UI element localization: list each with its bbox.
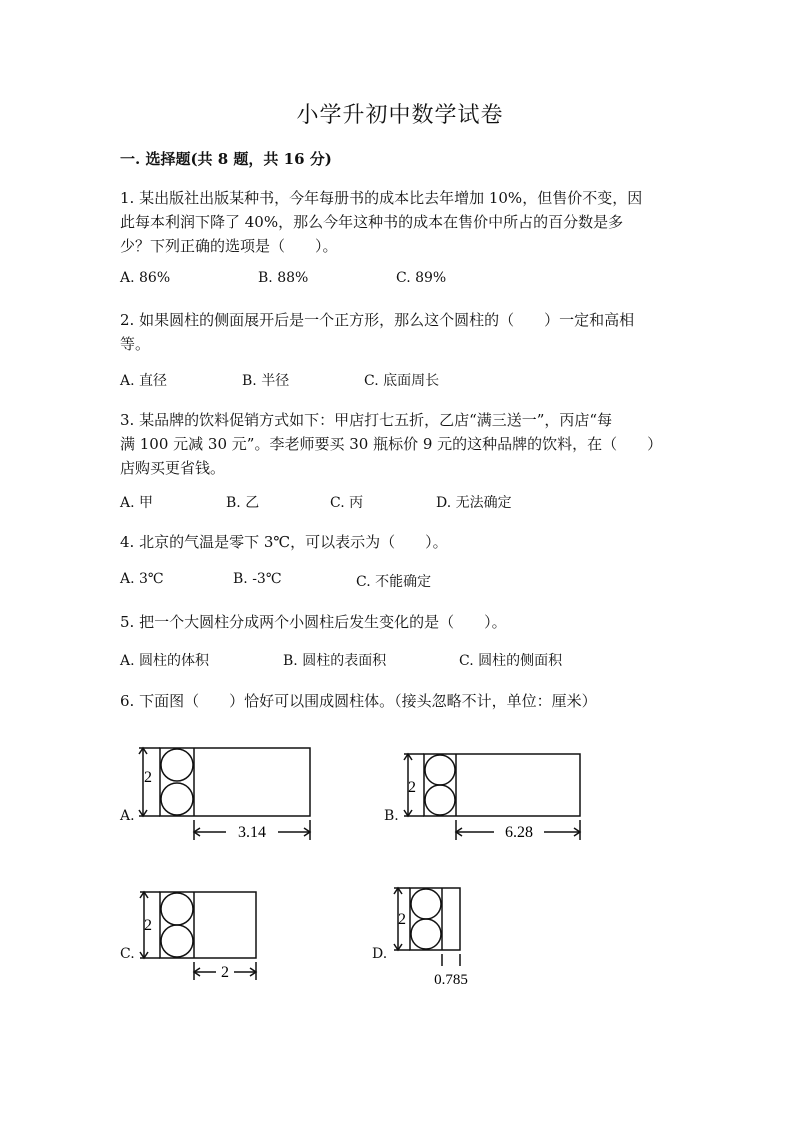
figure-b-label[interactable]: B.: [384, 808, 399, 824]
q5-option-c[interactable]: C. 圆柱的侧面积: [459, 653, 563, 669]
question-1-line-2: 此每本利润下降了 40%，那么今年这种书的成本在售价中所占的百分数是多: [120, 213, 624, 231]
figure-d-label[interactable]: D.: [372, 946, 388, 962]
question-1: [120, 186, 680, 258]
q2-option-b[interactable]: B. 半径: [242, 373, 290, 389]
figure-d-height: 2: [398, 911, 406, 928]
q1-option-c[interactable]: C. 89%: [396, 270, 447, 286]
question-4-line-1: 4. 北京的气温是零下 3℃，可以表示为（ ）。: [120, 533, 448, 551]
q3-option-d[interactable]: D. 无法确定: [436, 495, 512, 511]
figure-b-diagram: [400, 748, 590, 848]
q4-option-c[interactable]: C. 不能确定: [356, 574, 432, 590]
q3-option-a[interactable]: A. 甲: [120, 495, 154, 511]
figure-c-height: 2: [144, 917, 152, 934]
question-1-line-3: 少？下列正确的选项是（ ）。: [120, 237, 338, 255]
question-3-line-1: 3. 某品牌的饮料促销方式如下：甲店打七五折，乙店“满三送一”，丙店“每: [120, 411, 613, 429]
q5-option-a[interactable]: A. 圆柱的体积: [120, 653, 210, 669]
q3-option-b[interactable]: B. 乙: [226, 495, 260, 511]
question-3-line-2: 满 100 元减 30 元”。李老师要买 30 瓶标价 9 元的这种品牌的饮料，在（ ）: [120, 435, 663, 453]
section-heading: 一. 选择题(共 8 题，共 16 分): [120, 150, 332, 168]
figure-a-diagram: [134, 744, 334, 852]
question-6: [120, 689, 680, 713]
q4-option-a[interactable]: A. 3℃: [120, 571, 164, 587]
figure-a-width: 3.14: [238, 824, 266, 841]
q1-option-b[interactable]: B. 88%: [258, 270, 309, 286]
question-6-line-1: 6. 下面图（ ）恰好可以围成圆柱体。（接头忽略不计，单位：厘米）: [120, 692, 597, 710]
question-5-line-1: 5. 把一个大圆柱分成两个小圆柱后发生变化的是（ ）。: [120, 613, 507, 631]
question-1-line-1: 1. 某出版社出版某种书，今年每册书的成本比去年增加 10%，但售价不变，因: [120, 189, 643, 207]
question-5: [120, 610, 680, 634]
q1-option-a[interactable]: A. 86%: [120, 270, 171, 286]
figure-c-diagram: [136, 886, 266, 986]
question-3: [120, 408, 680, 480]
figure-d-width: 0.785: [434, 972, 468, 988]
question-2: [120, 308, 680, 356]
figure-c-label[interactable]: C.: [120, 946, 135, 962]
question-4: [120, 530, 680, 554]
q2-option-a[interactable]: A. 直径: [120, 373, 168, 389]
question-3-line-3: 店购买更省钱。: [120, 459, 226, 477]
q4-option-b[interactable]: B. -3℃: [233, 571, 282, 587]
page-title: 小学升初中数学试卷: [296, 103, 504, 128]
figure-b-height: 2: [408, 779, 416, 796]
q3-option-c[interactable]: C. 丙: [330, 495, 364, 511]
figure-a-label[interactable]: A.: [120, 808, 135, 824]
q5-option-b[interactable]: B. 圆柱的表面积: [283, 653, 387, 669]
figure-d-diagram: [390, 884, 480, 988]
figure-a-height: 2: [144, 769, 152, 786]
figure-c-width: 2: [221, 964, 229, 981]
figure-b-width: 6.28: [505, 824, 533, 841]
question-2-line-2: 等。: [120, 335, 151, 353]
question-2-line-1: 2. 如果圆柱的侧面展开后是一个正方形，那么这个圆柱的（ ）一定和高相: [120, 311, 635, 329]
q2-option-c[interactable]: C. 底面周长: [364, 373, 440, 389]
